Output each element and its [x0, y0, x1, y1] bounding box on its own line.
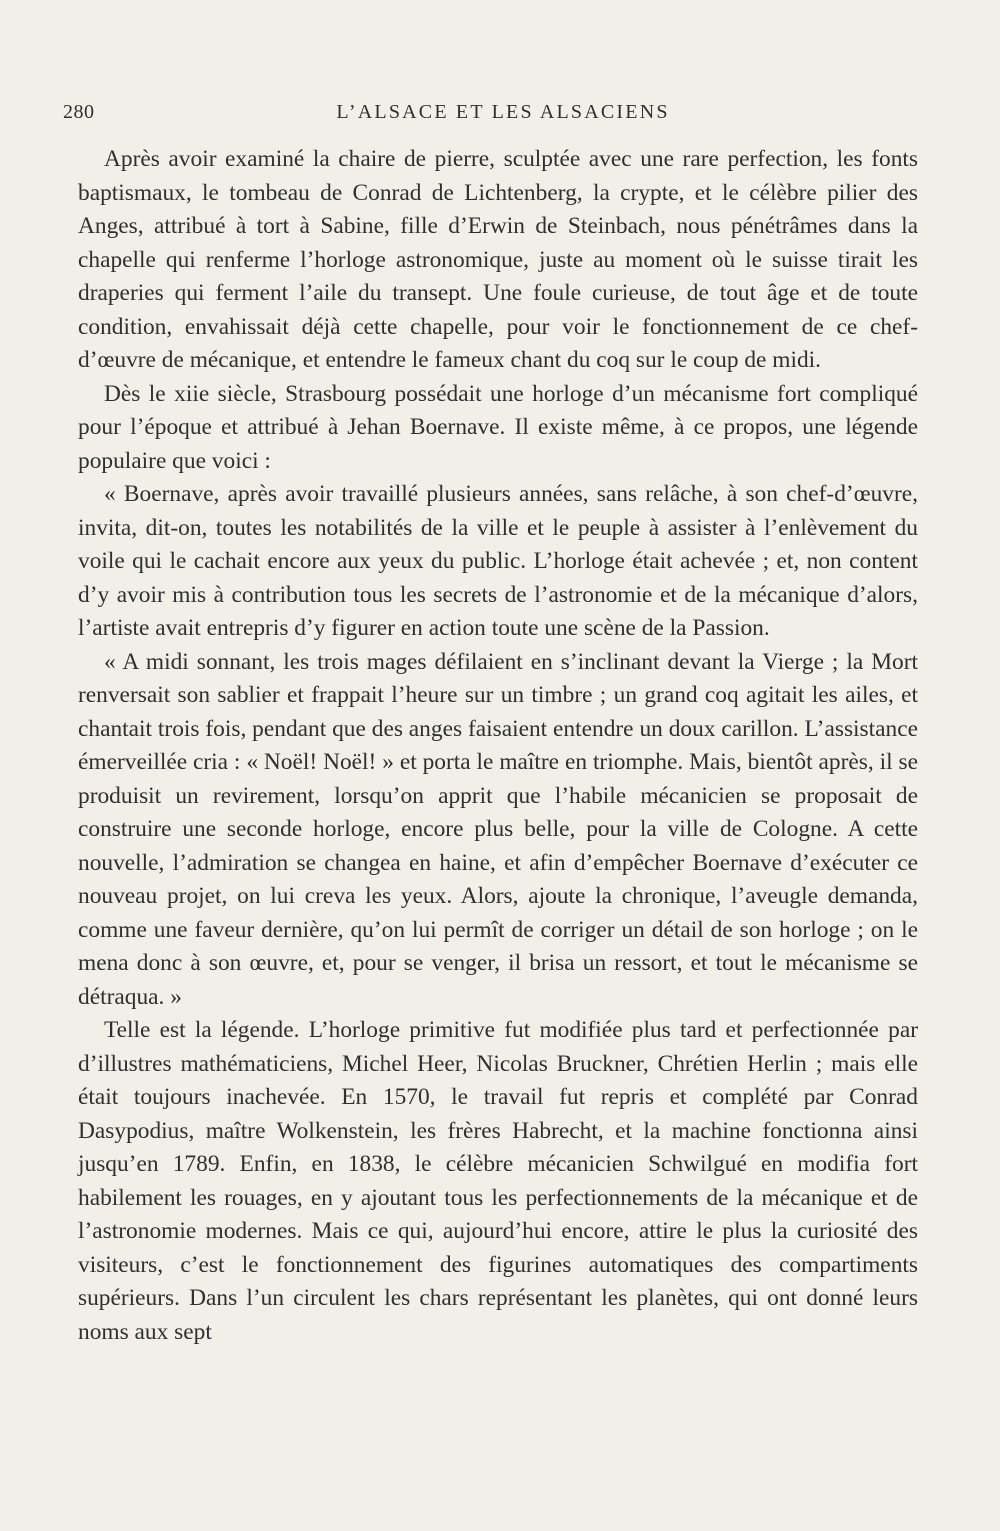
- paragraph: Après avoir examiné la chaire de pierre, sculptée avec une rare perfection, les fonts baptismaux, le tombeau de Conrad de Lichtenberg, la crypte, et le célèbre pilier des Anges, attribué à tort à Sabine, fille d’Erwin de Steinbach, nous pénétrâmes dans la chapelle qui renferme l’horloge astronomique, juste au moment où le suisse tirait les draperies qui ferment l’aile du transept. Une foule curieuse, de tout âge et de toute condition, envahissait déjà cette chapelle, pour voir le fonctionnement de ce chef-d’œuvre de mécanique, et entendre le fameux chant du coq sur le coup de midi.: [78, 146, 918, 373]
- paragraph: « A midi sonnant, les trois mages défilaient en s’inclinant devant la Vierge ; la Mort renversait son sablier et frappait l’heure sur un timbre ; un grand coq agitait les ailes, et chantait trois fois, pendant que des anges faisaient entendre un doux carillon. L’assistance émerveillée cria : « Noël! Noël! » et porta le maître en triomphe. Mais, bientôt après, il se produisit un revirement, lorsqu’on apprit que l’habile mécanicien se proposait de construire une seconde horloge, encore plus belle, pour la ville de Cologne. A cette nouvelle, l’admiration se changea en haine, et afin d’empêcher Boernave d’exécuter ce nouveau projet, on lui creva les yeux. Alors, ajoute la chronique, l’aveugle demanda, comme une faveur dernière, qu’on lui permît de corriger un détail de son horloge ; on le mena donc à son œuvre, et, pour se venger, il brisa un ressort, et tout le mécanisme se détraqua. »: [78, 648, 918, 1010]
- page-header: [63, 101, 903, 131]
- text-body: [78, 143, 918, 1349]
- paragraph: « Boernave, après avoir travaillé plusieurs années, sans relâche, à son chef-d’œuvre, invita, dit-on, toutes les notabilités de la ville et le peuple à assister à l’enlèvement du voile qui le cachait encore aux yeux du public. L’horloge était achevée ; et, non content d’y avoir mis à contribution tous les secrets de l’astronomie et de la mécanique d’alors, l’artiste avait entrepris d’y figurer en action toute une scène de la Passion.: [78, 481, 918, 641]
- running-title: L’ALSACE ET LES ALSACIENS: [336, 101, 670, 123]
- paragraph: Dès le xiie siècle, Strasbourg possédait une horloge d’un mécanisme fort compliqué pour l’époque et attribué à Jehan Boernave. Il existe même, à ce propos, une légende populaire que voici :: [78, 380, 918, 474]
- paragraph: Telle est la légende. L’horloge primitive fut modifiée plus tard et perfectionnée par d’illustres mathématiciens, Michel Heer, Nicolas Bruckner, Chrétien Herlin ; mais elle était toujours inachevée. En 1570, le travail fut repris et complété par Conrad Dasypodius, maître Wolkenstein, les frères Habrecht, et la machine fonctionna ainsi jusqu’en 1789. Enfin, en 1838, le célèbre mécanicien Schwilgué en modifia fort habilement les rouages, en y ajoutant tous les perfectionnements de la mécanique et de l’astronomie modernes. Mais ce qui, aujourd’hui encore, attire le plus la curiosité des visiteurs, c’est le fonctionnement des figurines automatiques des compartiments supérieurs. Dans l’un circulent les chars représentant les planètes, qui ont donné leurs noms aux sept: [78, 1017, 918, 1345]
- page-number: 280: [63, 101, 95, 123]
